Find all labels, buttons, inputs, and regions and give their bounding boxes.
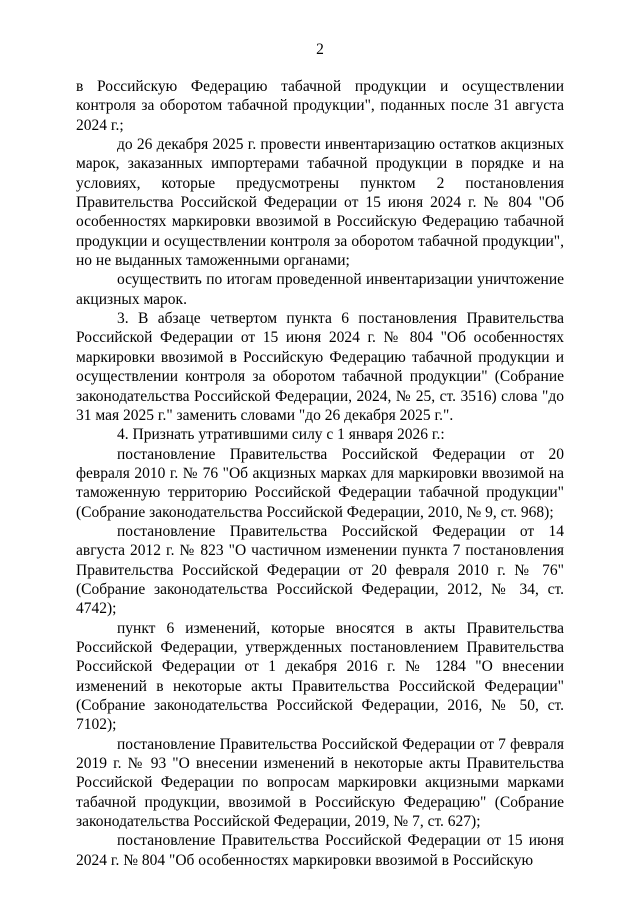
page-number: 2 <box>316 41 324 58</box>
document-body <box>76 77 564 870</box>
paragraph-repeal-2012-823: постановление Правительства Российской Федерации от 14 августа 2012 г. № 823 "О частичном изменении пункта 7 постановления Правительства Российской Федерации от 20 февраля 2010 г. № 76" (Собрание законодательства Российской Федерации, 2012, № 34, ст. 4742); <box>76 522 564 618</box>
paragraph-item-4: 4. Признать утратившими силу с 1 января 2026 г.: <box>117 426 445 444</box>
paragraph-repeal-2024-804: постановление Правительства Российской Федерации от 15 июня 2024 г. № 804 "Об особенностях маркировки ввозимой в Российскую <box>76 832 564 869</box>
paragraph-repeal-2019-93: постановление Правительства Российской Федерации от 7 февраля 2019 г. № 93 "О внесении изменений в некоторые акты Правительства Российской Федерации по вопросам маркировки акцизными марками табачной продукции, ввозимой в Российскую Федерацию" (Собрание законодательства Российской Федерации, 2019, № 7, ст. 627); <box>76 735 564 831</box>
paragraph-continuation: в Российскую Федерацию табачной продукции и осуществлении контроля за оборотом табачной продукции", поданных после 31 августа 2024 г.; <box>76 78 564 134</box>
paragraph-item-3: 3. В абзаце четвертом пункта 6 постановления Правительства Российской Федерации от 15 июня 2024 г. № 804 "Об особенностях маркировки ввозимой в Российскую Федерацию табачной продукции и осуществлении контроля за оборотом табачной продукции" (Собрание законодательства Российской Федерации, 2024, № 25, ст. 3516) слова "до 31 мая 2025 г." заменить словами "до 26 декабря 2025 г.". <box>76 310 564 424</box>
paragraph-repeal-2016-1284: пункт 6 изменений, которые вносятся в акты Правительства Российской Федерации, утвержденных постановлением Правительства Российской Федерации от 1 декабря 2016 г. № 1284 "О внесении изменений в некоторые акты Правительства Российской Федерации" (Собрание законодательства Российской Федерации, 2016, № 50, ст. 7102); <box>76 619 564 734</box>
paragraph-repeal-2010-76: постановление Правительства Российской Федерации от 20 февраля 2010 г. № 76 "Об акцизных марках для маркировки ввозимой на таможенную территорию Российской Федерации табачной продукции" (Собрание законодательства Российской Федерации, 2010, № 9, ст. 968); <box>76 445 564 521</box>
paragraph-inventory: до 26 декабря 2025 г. провести инвентаризацию остатков акцизных марок, заказанных импортерами табачной продукции в порядке и на условиях, которые предусмотрены пунктом 2 постановления Правительства Российской Федерации от 15 июня 2024 г. № 804 "Об особенностях маркировки ввозимой в Российскую Федерацию табачной продукции и осуществлении контроля за оборотом табачной продукции", но не выданных таможенными органами; <box>76 136 564 270</box>
paragraph-destruction: осуществить по итогам проведенной инвентаризации уничтожение акцизных марок. <box>76 271 564 308</box>
